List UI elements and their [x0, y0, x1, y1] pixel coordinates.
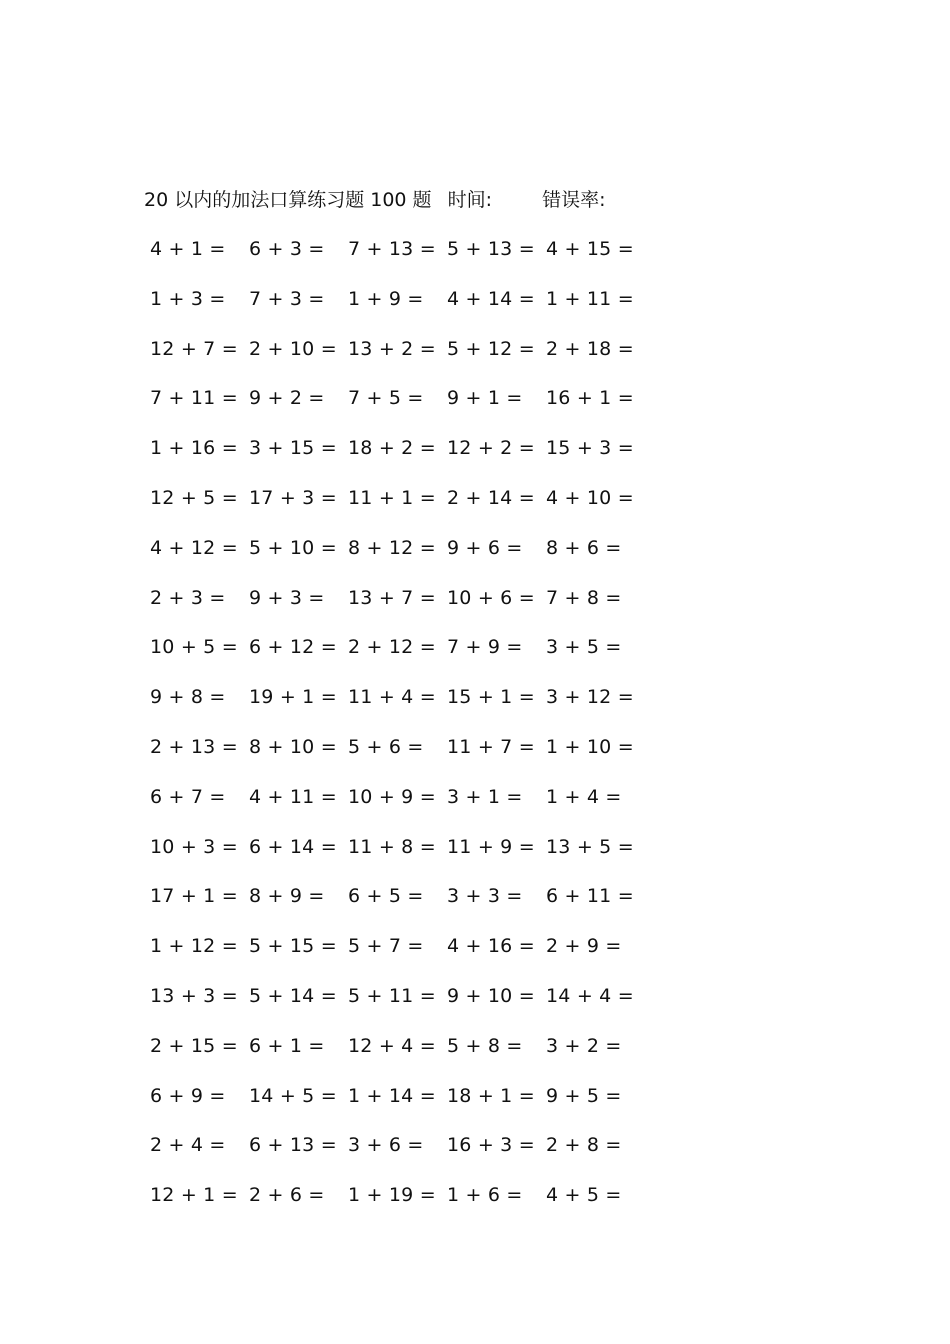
addition-problem: 6 + 11 =	[546, 885, 634, 908]
addition-problem: 5 + 11 =	[348, 984, 436, 1007]
addition-problem: 5 + 13 =	[447, 238, 535, 260]
addition-problem: 1 + 4 =	[546, 785, 622, 808]
addition-problem: 9 + 1 =	[447, 387, 523, 410]
addition-problem: 4 + 11 =	[249, 785, 337, 808]
addition-problem: 7 + 8 =	[546, 586, 622, 609]
addition-problem: 13 + 7 =	[348, 586, 436, 609]
addition-problem: 18 + 2 =	[348, 437, 436, 460]
addition-problem: 4 + 15 =	[546, 238, 634, 260]
addition-problem: 6 + 3 =	[249, 238, 325, 260]
addition-problem: 1 + 19 =	[348, 1184, 436, 1207]
addition-problem: 6 + 5 =	[348, 885, 424, 908]
addition-problem: 15 + 3 =	[546, 437, 634, 460]
addition-problem: 9 + 2 =	[249, 387, 325, 410]
addition-problem: 6 + 14 =	[249, 835, 337, 858]
addition-problem: 4 + 16 =	[447, 935, 535, 958]
addition-problem: 7 + 9 =	[447, 636, 523, 659]
addition-problem: 11 + 4 =	[348, 686, 436, 709]
addition-problem: 8 + 12 =	[348, 536, 436, 559]
addition-problem: 5 + 8 =	[447, 1034, 523, 1057]
addition-problem: 15 + 1 =	[447, 686, 535, 709]
addition-problem: 10 + 3 =	[150, 835, 238, 858]
addition-problem: 12 + 4 =	[348, 1034, 436, 1057]
addition-problem: 1 + 16 =	[150, 437, 238, 460]
addition-problem: 8 + 9 =	[249, 885, 325, 908]
addition-problem: 4 + 5 =	[546, 1184, 622, 1207]
addition-problem: 10 + 9 =	[348, 785, 436, 808]
addition-problem: 4 + 14 =	[447, 287, 535, 310]
addition-problem: 11 + 1 =	[348, 486, 436, 509]
addition-problem: 12 + 7 =	[150, 337, 238, 360]
addition-problem: 2 + 6 =	[249, 1184, 325, 1207]
addition-problem: 9 + 5 =	[546, 1084, 622, 1107]
addition-problem: 2 + 8 =	[546, 1134, 622, 1157]
addition-problem: 11 + 7 =	[447, 735, 535, 758]
addition-problem: 2 + 9 =	[546, 935, 622, 958]
addition-problem: 19 + 1 =	[249, 686, 337, 709]
addition-problem: 3 + 15 =	[249, 437, 337, 460]
addition-problem: 2 + 14 =	[447, 486, 535, 509]
addition-problem: 1 + 6 =	[447, 1184, 523, 1207]
addition-problem: 3 + 3 =	[447, 885, 523, 908]
addition-problem: 5 + 12 =	[447, 337, 535, 360]
addition-problem: 3 + 1 =	[447, 785, 523, 808]
addition-problem: 11 + 9 =	[447, 835, 535, 858]
addition-problem: 18 + 1 =	[447, 1084, 535, 1107]
addition-problem: 6 + 1 =	[249, 1034, 325, 1057]
addition-problem: 7 + 11 =	[150, 387, 238, 410]
addition-problem: 6 + 7 =	[150, 785, 226, 808]
addition-problem: 6 + 13 =	[249, 1134, 337, 1157]
addition-problem: 9 + 6 =	[447, 536, 523, 559]
addition-problem: 17 + 1 =	[150, 885, 238, 908]
addition-problem: 2 + 15 =	[150, 1034, 238, 1057]
addition-problem: 13 + 5 =	[546, 835, 634, 858]
addition-problem: 1 + 3 =	[150, 287, 226, 310]
addition-problem: 1 + 9 =	[348, 287, 424, 310]
addition-problem: 6 + 12 =	[249, 636, 337, 659]
addition-problem: 13 + 3 =	[150, 984, 238, 1007]
addition-problem: 1 + 10 =	[546, 735, 634, 758]
addition-problem: 2 + 4 =	[150, 1134, 226, 1157]
worksheet-header	[144, 186, 605, 214]
addition-problem: 5 + 7 =	[348, 935, 424, 958]
addition-problem: 14 + 4 =	[546, 984, 634, 1007]
addition-problem: 16 + 1 =	[546, 387, 634, 410]
addition-problem: 1 + 14 =	[348, 1084, 436, 1107]
addition-problem: 10 + 5 =	[150, 636, 238, 659]
addition-problem: 12 + 5 =	[150, 486, 238, 509]
addition-problem: 4 + 10 =	[546, 486, 634, 509]
addition-problem: 14 + 5 =	[249, 1084, 337, 1107]
addition-problem: 5 + 15 =	[249, 935, 337, 958]
addition-problem: 8 + 6 =	[546, 536, 622, 559]
addition-problem: 6 + 9 =	[150, 1084, 226, 1107]
addition-problem: 2 + 3 =	[150, 586, 226, 609]
addition-problem: 5 + 14 =	[249, 984, 337, 1007]
time-label: 时间:	[447, 189, 493, 211]
addition-problem: 16 + 3 =	[447, 1134, 535, 1157]
error-rate-label: 错误率:	[542, 189, 606, 211]
addition-problem: 3 + 2 =	[546, 1034, 622, 1057]
addition-problem: 7 + 5 =	[348, 387, 424, 410]
addition-problem: 2 + 13 =	[150, 735, 238, 758]
addition-problem: 8 + 10 =	[249, 735, 337, 758]
addition-problem: 1 + 11 =	[546, 287, 634, 310]
addition-problem: 4 + 12 =	[150, 536, 238, 559]
addition-problem: 7 + 3 =	[249, 287, 325, 310]
addition-problem: 2 + 10 =	[249, 337, 337, 360]
addition-problem: 13 + 2 =	[348, 337, 436, 360]
addition-problem: 17 + 3 =	[249, 486, 337, 509]
addition-problem: 12 + 2 =	[447, 437, 535, 460]
addition-problem: 9 + 8 =	[150, 686, 226, 709]
addition-problem: 4 + 1 =	[150, 238, 226, 260]
addition-problem: 1 + 12 =	[150, 935, 238, 958]
addition-problem: 3 + 5 =	[546, 636, 622, 659]
addition-problem: 3 + 12 =	[546, 686, 634, 709]
addition-problem: 3 + 6 =	[348, 1134, 424, 1157]
addition-problem: 7 + 13 =	[348, 238, 436, 260]
addition-problem: 5 + 10 =	[249, 536, 337, 559]
addition-problem: 2 + 18 =	[546, 337, 634, 360]
addition-problem: 2 + 12 =	[348, 636, 436, 659]
addition-problem: 9 + 10 =	[447, 984, 535, 1007]
worksheet-title: 20 以内的加法口算练习题 100 题	[144, 189, 432, 211]
addition-problem: 12 + 1 =	[150, 1184, 238, 1207]
addition-problem: 10 + 6 =	[447, 586, 535, 609]
addition-problem: 9 + 3 =	[249, 586, 325, 609]
addition-problem: 11 + 8 =	[348, 835, 436, 858]
addition-problem: 5 + 6 =	[348, 735, 424, 758]
